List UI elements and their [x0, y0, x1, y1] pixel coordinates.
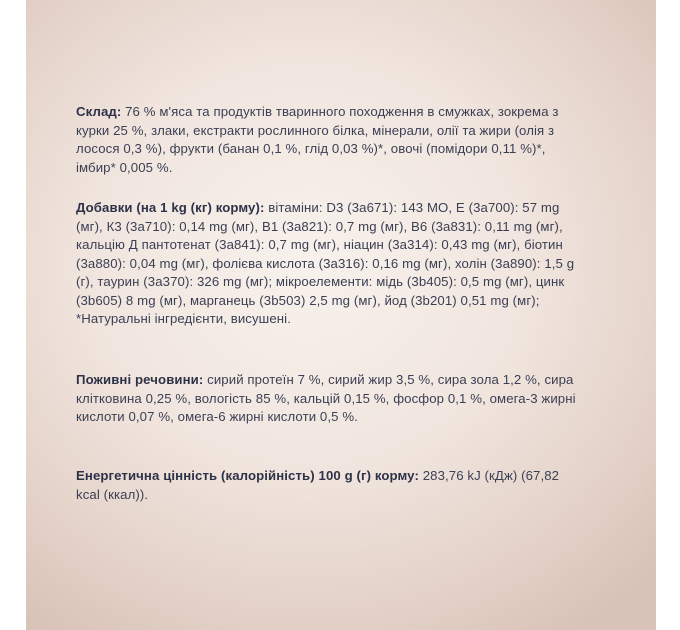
additives-heading: Добавки (на 1 kg (кг) корму):: [76, 200, 265, 215]
energy-heading: Енергетична цінність (калорійність) 100 g (г) корму:: [76, 468, 419, 483]
composition-text: 76 % м'яса та продуктів тваринного походження в смужках, зокрема з курки 25 %, злаки, екстракти рослинного білка, мінерали, олії та жири (олія з лосося 0,3 %), фрукти (банан 0,1 %, глід 0,03 %)*, овочі (помідори 0,11 %)*, імбир* 0,005 %.: [76, 104, 559, 175]
nutrients-heading: Поживні речовини:: [76, 372, 204, 387]
energy-text: 283,76 kJ (кДж) (67,82 kcal (ккал)).: [76, 468, 560, 502]
composition-section: [76, 103, 576, 177]
composition-heading: Склад:: [76, 104, 122, 119]
nutrients-section: [76, 371, 576, 427]
nutrients-text: сирий протеїн 7 %, сирий жир 3,5 %, сира зола 1,2 %, сира клітковина 0,25 %, вологість 85 %, кальцій 0,15 %, фосфор 0,1 %, омега-3 жирні кислоти 0,07 %, омега-6 жирні кислоти 0,5 %.: [76, 372, 576, 424]
additives-section: [76, 199, 576, 329]
additives-text: вітаміни: D3 (3a671): 143 МО, E (3a700): 57 mg (мг), К3 (3a710): 0,14 mg (мг), B1 (3a821): 0,7 mg (мг), B6 (3a831): 0,11 mg (мг), кальцію Д пантотенат (3a841): 0,7 mg (мг), ніацин (3a314): 0,43 mg (мг), біотин (3a880): 0,04 mg (мг), фолієва кислота (3a316): 0,16 mg (мг), холін (3a890): 1,5 g (г), таурин (3a370): 326 mg (мг); мікроелементи: мідь (3b405): 0,5 mg (мг), цинк (3b605) 8 mg (мг), марганець (3b503) 2,5 mg (мг), йод (3b201) 0,51 mg (мг); *Натуральні інгредієнти, висушені.: [76, 200, 575, 326]
energy-section: [76, 467, 576, 504]
